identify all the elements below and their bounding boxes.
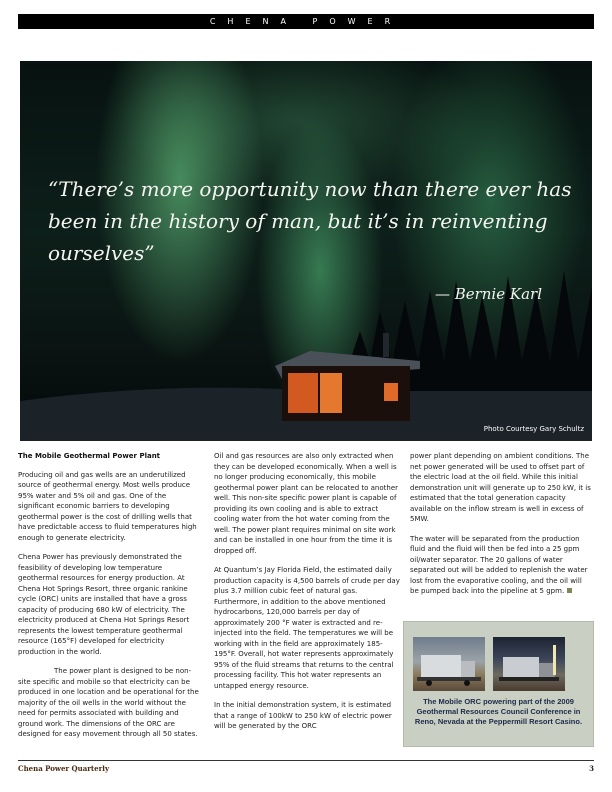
header-bar [18, 14, 594, 29]
paragraph: power plant depending on ambient conditions. The net power generated will be used to offset part of the electric load at the oil field. While this initial demonstration unit will generate up to 250 kW, it is estimated that the total generation capacity available on the inflow stream is well in excess of 5MW. [410, 452, 591, 523]
paragraph: In the initial demonstration system, it is estimated that a range of 100kW to 250 kW of electric power will be generated by the ORC [214, 701, 392, 730]
paragraph: At Quantum’s Jay Florida Field, the estimated daily production capacity is 4,500 barrels of crude per day plus 3.7 million cubic feet of natural gas. Furthermore, in addition to the above mentioned hydrocarbons, 120,000 barrels per day of approximately 200 °F water is extracted and re-injected into the field. The temperatures we will be working with in the field are approximately 185-195°F. Overall, hot water represents approximately 95% of the fluid streams that returns to the central processing facility. This hot water represents an untapped energy resource. [214, 566, 400, 690]
paragraph: The power plant is designed to be non-site specific and mobile so that electricity can be produced in one location and be operational for the majority of the oil wells in the world without the need for permits associated with building and ground work. The dimensions of the ORC are designed for easy movement through all 50 states. [18, 667, 199, 738]
paragraph-text: The water will be separated from the production fluid and the fluid will then be fed into a 25 gpm oil/water separator. The 20 gallons of water separated out will be added to replenish the water lost from the evaporative cooling, and the oil will be pumped back into the pipeline at 5 gpm. [410, 534, 588, 595]
article-column-3 [410, 451, 592, 606]
photo-caption-box [403, 621, 594, 747]
article-heading: The Mobile Geothermal Power Plant [18, 452, 161, 460]
article-column-2 [214, 451, 400, 741]
photo-credit: Photo Courtesy Gary Schultz [483, 425, 584, 433]
article-column-1 [18, 451, 200, 749]
orc-night-photo [493, 637, 565, 691]
hero-quote: “There’s more opportunity now than there ever has been in the history of man, but it’s in reinventing ourselves” [48, 177, 572, 265]
paragraph: Oil and gas resources are also only extracted when they can be developed economically. When a well is no longer producing economically, this mobile geothermal power plant can be relocated to another well. This non-site specific power plant is capable of providing its own cooling and is able to extract cooling water from the hot water coming from the well. The power plant requires minimal on site work and can be installed in one hour from the time it is dropped off. [214, 452, 399, 555]
quote-attribution: — Bernie Karl [434, 285, 542, 303]
header-title: CHENA POWER [209, 17, 403, 26]
photo-caption: The Mobile ORC powering part of the 2009 Geothermal Resources Council Conference in Reno, Nevada at the Peppermill Resort Casino. [414, 697, 583, 726]
hero-aurora-image [20, 61, 592, 441]
paragraph: Chena Power has previously demonstrated the feasibility of developing low temperature geothermal resources for energy production. At Chena Hot Springs Resort, three organic rankine cycle (ORC) units are installed that have a gross capacity of producing 680 kW of electricity. The electricity produced at Chena Hot Springs Resort represents the lowest temperature geothermal resource (165°F) developed for electricity production in the world. [18, 553, 190, 656]
footer-publication: Chena Power Quarterly [18, 764, 110, 773]
end-mark-icon [567, 588, 572, 593]
orc-unit-photo [413, 637, 485, 691]
page-number: 3 [589, 764, 594, 773]
footer-divider [18, 760, 594, 761]
paragraph: Producing oil and gas wells are an underutilized source of geothermal energy. Most wells produce 95% water and 5% oil and gas. One of the significant economic barriers to developing geothermal power is the cost of drilling wells that have predictable access to fluid temperatures high enough to generate electricity. [18, 470, 197, 542]
paragraph [410, 534, 592, 597]
